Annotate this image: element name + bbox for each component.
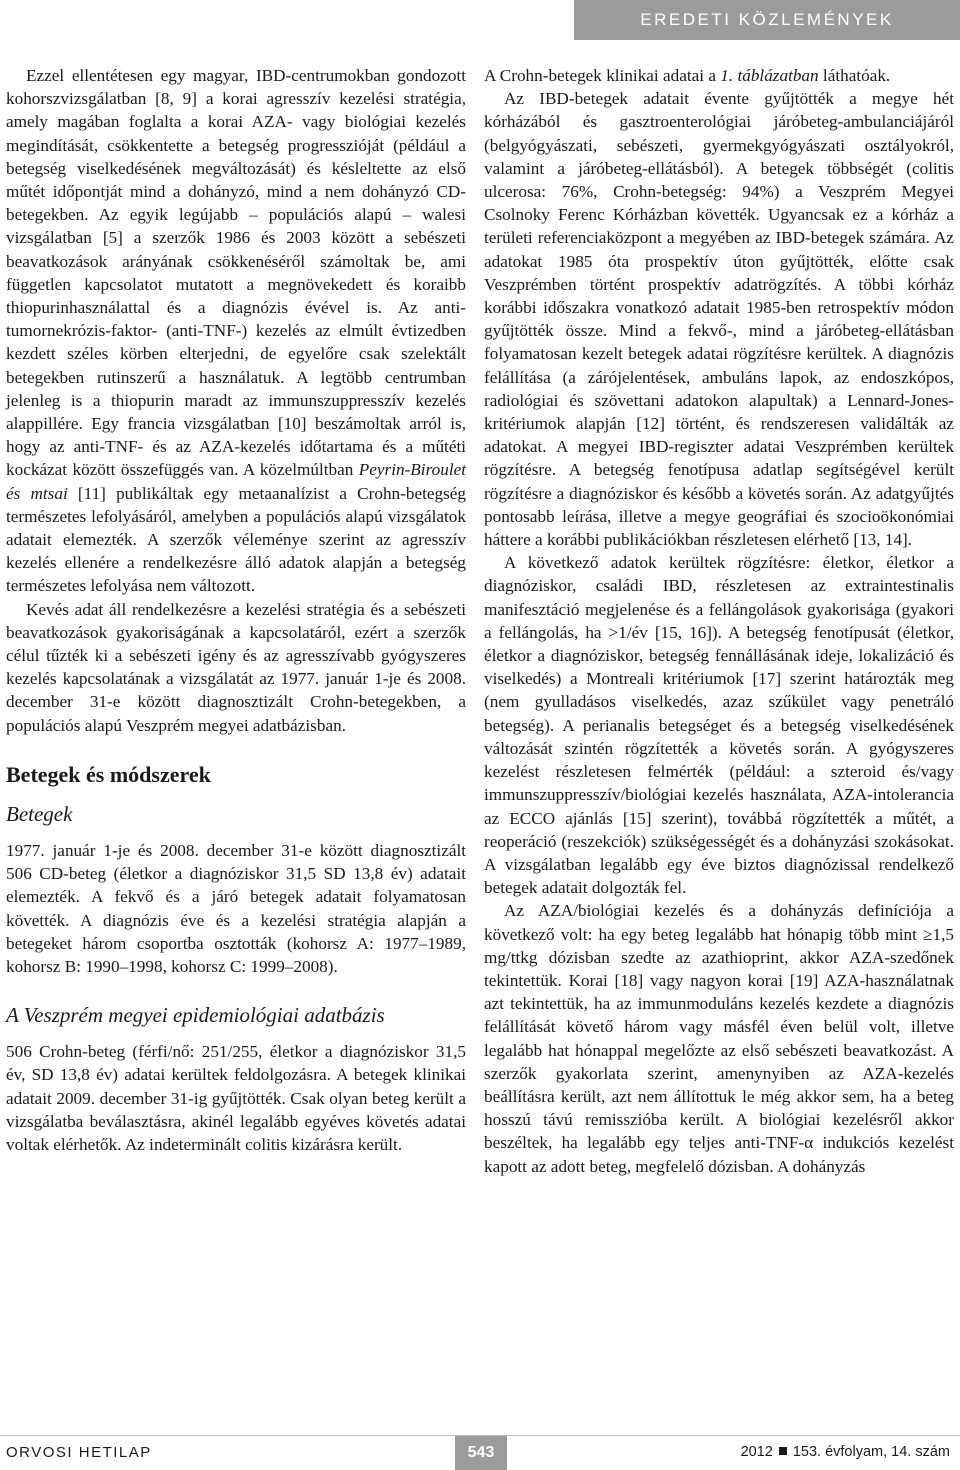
paragraph-text: A Crohn-betegek klinikai adatai a <box>484 66 721 85</box>
paragraph-text: láthatóak. <box>818 66 891 85</box>
table-reference: 1. táblázatban <box>720 66 819 85</box>
paragraph <box>6 64 466 598</box>
paragraph <box>484 64 954 87</box>
subsection-heading: A Veszprém megyei epidemiológiai adatbázis <box>6 1003 385 1028</box>
paragraph: Az AZA/biológiai kezelés és a dohányzás definíciója a következő volt: ha egy beteg legalább hat hónapig több mint ≥1,5 mg/ttkg dózisban szedte az azathioprint, akkor AZA-szedőnek tekintettük. Korai [18] vagy nagyon korai [19] AZA-használatnak azt tekintettük, ha az immunmoduláns kezelés kezdete a diagnózis felállítását követő három vagy másfél éven belül volt, illetve legalább hat hónappal megelőzte az első sebészeti beavatkozást. A szerzők gyakorlata szerint, amenynyiben az AZA-kezelés beállításra került, azt nem állítottuk le még akkor sem, ha a beteg hosszú távú remisszióba került. A biológiai kezelésről akkor beszéltek, ha legalább egy teljes anti-TNF-α indukciós kezelést kapott az adott beteg, megfelelő dózisban. A dohányzás <box>484 901 954 1176</box>
paragraph: Az IBD-betegek adatait évente gyűjtötték a megye hét kórházából és gasztroenterológiai járóbeteg-ambulanciájáról (belgyógyászati, sebészeti, gyermekgyógyászati osztályokról, valamint a járóbeteg-ellátásból). A betegek többségét (colitis ulcerosa: 76%, Crohn-betegség: 94%) a Veszprém Megyei Csolnoky Ferenc Kórházban követték. Ugyancsak ez a kórház a területi referenciaközpont a megyében az IBD-betegek számára. Az adatokat 1985 óta prospektív úton gyűjtötték, előtte csak Veszprémben történt prospektív adatrögzítés. A többi kórház korábbi időszakra vonatkozó adatait 1985-ben retrospektív módon gyűjtötték össze. Mind a fekvő-, mind a járóbeteg-ellátásban folyamatosan kezelt betegek adatai rögzítésre kerültek. A diagnózis felállítása (a zárójelentések, ambuláns lapok, az endoszkópos, radiológiai és szövettani adatokon alapultak) a Lennard-Jones-kritériumok alapján [12] történt, és rendszeresen validálták az adatokat. A megyei IBD-regiszter adatai Veszprémben kerültek rögzítésre. A betegség fenotípusa adatlap segítségével került rögzítésre a diagnóziskor és később a követés során. Az adatgyűjtés pontosabb leírása, illetve a megye geográfiai és szocioökonómiai háttere a korábbi publikációkban részletesen elérhető [13, 14]. <box>484 89 954 550</box>
journal-name: ORVOSI HETILAP <box>6 1444 152 1461</box>
right-column <box>484 64 954 1178</box>
paragraph: 1977. január 1-je és 2008. december 31-e között diagnosztizált 506 CD-beteg (életkor a diagnóziskor 31,5 SD 13,8 év) adatait elemezték. A fekvő és a járó betegek adatait folyamatosan követték. A diagnózis éve és a kezelési stratégia alapján a betegeket három csoportba osztották (kohorsz A: 1977–1989, kohorsz B: 1990–1998, kohorsz C: 1999–2008). <box>6 840 466 976</box>
issue-info <box>741 1444 950 1460</box>
issue-year: 2012 <box>740 1444 773 1460</box>
page-number: 543 <box>455 1436 507 1470</box>
section-heading: Betegek és módszerek <box>6 761 211 787</box>
square-separator-icon <box>779 1447 787 1455</box>
issue-volume: 153. évfolyam, 14. szám <box>792 1444 950 1460</box>
paragraph-text: [11] publikáltak egy metaanalízist a Crohn-betegség természetes lefolyásáról, amelyben a populációs alapú vizsgálatok adatait elemezték. A szerzők véleménye szerint az agresszív kezelés ellenére a rendelkezésre álló adatok alapján a betegség természetes lefolyása nem változott. <box>6 483 467 596</box>
paragraph: 506 Crohn-beteg (férfi/nő: 251/255, életkor a diagnóziskor 31,5 év, SD 13,8 év) adatai kerültek feldolgozásra. A betegek klinikai adatait 2009. december 31-ig gyűjtötték. Csak olyan beteg került a vizsgálatba beválasztásra, akinél legalább egyéves követés adatai voltak elérhetők. Az indeterminált colitis kizárásra került. <box>6 1042 466 1154</box>
author-citation: Peyrin-Biroulet és mtsai <box>6 460 466 503</box>
header-band <box>0 0 960 42</box>
paragraph: Kevés adat áll rendelkezésre a kezelési stratégia és a sebészeti beavatkozások gyakoriságának a kapcsolatáról, ezért a szerzők célul tűzték ki a sebészeti igény és az agresszívabb gyógyszeres kezelés kapcsolatának a vizsgálatát az 1977. január 1-je és 2008. december 31-e között diagnosztizált Crohn-betegekben, a populációs alapú Veszprém megyei adatbázisban. <box>6 599 466 735</box>
left-column <box>6 64 466 1156</box>
page-footer <box>0 1435 960 1470</box>
section-title: EREDETI KÖZLEMÉNYEK <box>574 0 960 40</box>
subsection-heading: Betegek <box>6 801 73 826</box>
paragraph: A következő adatok kerültek rögzítésre: életkor, életkor a diagnóziskor, családi IBD, részletesen az extraintestinalis manifesztáció megjelenése és a fellángolások gyakorisága (gyakori a fellángolás, ha >1/év [15, 16]). A betegség fenotípusát (életkor, életkor a diagnóziskor, betegség fennállásának ideje, lokalizáció és viselkedés) a Montreali kritériumok [17] szerint határozták meg (nem gyulladásos viselkedés, azaz szűkület vagy penetráló betegség). A perianalis betegséget és a betegség viselkedésének változását szintén rögzítették a követés során. A gyógyszeres kezelést részletesen felmérték (például: a szteroid és/vagy immunszuppresszív/biológiai kezelés használata, AZA-intolerancia az ECCO ajánlás [15] szerint), továbbá rögzítették a műtét, a reoperáció (reszekciók) szükségességét és a dohányzási szokásokat. A vizsgálatban legalább egy éve biztos diagnózissal rendelkező betegek adatait dolgozták fel. <box>484 553 954 898</box>
paragraph-text: Ezzel ellentétesen egy magyar, IBD-centrumokban gondozott kohorszvizsgálatban [8, 9] a korai agresszív kezelési stratégia, amely magában foglalta a korai AZA- vagy biológiai kezelés megindítását, csökkentette a betegség progresszióját (például a betegség viselkedésének megváltozását) és késleltette az első műtét időpontját mind a dohányzó, mind a nem dohányzó CD-betegekben. Az egyik legújabb – populációs alapú – walesi vizsgálatban [5] a szerzők 1986 és 2003 között a sebészeti beavatkozások arányának csökkenéséről számoltak be, ami független kapcsolatot mutatott a megnövekedett és koraibb thiopurinhasználattal és a diagnózis évével is. Az anti-tumornekrózis-faktor- (anti-TNF-) kezelés az elmúlt évtizedben kezdett széles körben elterjedni, de egyelőre csak szelektált betegekben rutinszerű a használatuk. A legtöbb centrumban jelenleg is a thiopurin maradt az immunszuppresszív kezelés alappillére. Egy francia vizsgálatban [10] beszámoltak arról is, hogy az anti-TNF- és az AZA-kezelés időtartama és a műtéti kockázat között összefüggés van. A közelmúltban <box>6 66 466 480</box>
